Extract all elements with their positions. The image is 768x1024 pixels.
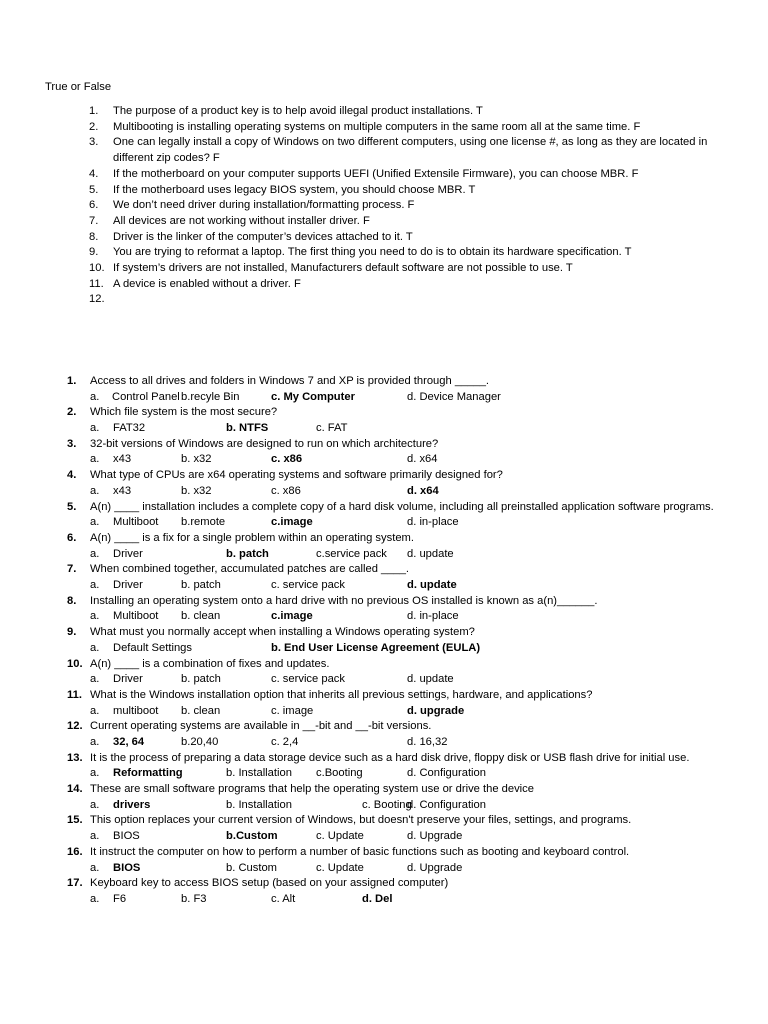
answer-option: d. Configuration bbox=[407, 798, 486, 811]
tf-item-text: A device is enabled without a driver. F bbox=[113, 277, 301, 290]
tf-item-number: 10. bbox=[89, 262, 105, 275]
answer-option: Default Settings bbox=[113, 641, 192, 654]
answer-options bbox=[67, 421, 727, 437]
question-text: Current operating systems are available in __-bit and __-bit versions. bbox=[90, 720, 432, 733]
answer-option: c.image bbox=[271, 610, 313, 623]
answer-options bbox=[67, 641, 727, 657]
answer-option: c. FAT bbox=[316, 422, 348, 435]
answer-option: d. upgrade bbox=[407, 704, 465, 717]
answer-options bbox=[67, 766, 727, 782]
question-number: 9. bbox=[67, 626, 77, 639]
answer-options bbox=[67, 704, 727, 720]
tf-item-number: 5. bbox=[89, 183, 99, 196]
answer-option: Multiboot bbox=[113, 610, 159, 623]
question-text: 32-bit versions of Windows are designed to run on which architecture? bbox=[90, 437, 439, 450]
answer-options bbox=[67, 892, 727, 908]
question-number: 1. bbox=[67, 375, 77, 387]
answer-options bbox=[67, 484, 727, 500]
question-number: 4. bbox=[67, 469, 77, 482]
answer-option: b. F3 bbox=[181, 892, 207, 905]
option-marker: a. bbox=[90, 516, 100, 529]
question-number: 3. bbox=[67, 437, 77, 450]
tf-item bbox=[89, 120, 739, 136]
answer-option: b. patch bbox=[226, 547, 269, 560]
tf-item bbox=[89, 167, 739, 183]
answer-option: x43 bbox=[113, 484, 132, 497]
option-marker: a. bbox=[90, 736, 100, 748]
question bbox=[67, 782, 727, 798]
answer-option: b. x32 bbox=[181, 484, 212, 497]
question-number: 5. bbox=[67, 500, 77, 513]
answer-option: x43 bbox=[113, 453, 132, 466]
option-marker: a. bbox=[90, 892, 100, 905]
tf-item bbox=[89, 261, 739, 277]
tf-item-text: You are trying to reformat a laptop. The first thing you need to do is to obtain its hardware specification. T bbox=[113, 246, 632, 259]
question bbox=[67, 751, 727, 767]
tf-item bbox=[89, 104, 739, 120]
question bbox=[67, 594, 727, 610]
answer-option: c.image bbox=[271, 516, 313, 529]
answer-option: d. in-place bbox=[407, 516, 459, 529]
answer-option: c. service pack bbox=[271, 673, 345, 686]
option-marker: a. bbox=[90, 579, 100, 592]
question-text: A(n) ____ is a fix for a single problem within an operating system. bbox=[90, 531, 414, 544]
answer-options bbox=[67, 609, 727, 625]
multiple-choice-list bbox=[67, 374, 727, 908]
tf-item bbox=[89, 198, 739, 214]
answer-option: b.20,40 bbox=[181, 736, 219, 748]
tf-item-text: If system’s drivers are not installed, Manufacturers default software are not possible to use. T bbox=[113, 262, 573, 275]
question-text: What type of CPUs are x64 operating systems and software primarily designed for? bbox=[90, 469, 503, 482]
question-text: Access to all drives and folders in Windows 7 and XP is provided through _____. bbox=[90, 375, 490, 387]
tf-item-text: We don’t need driver during installation/formatting process. F bbox=[113, 199, 415, 212]
answer-option: d. update bbox=[407, 673, 454, 686]
answer-options bbox=[67, 735, 727, 751]
question-text: What is the Windows installation option that inherits all previous settings, hardware, and applications? bbox=[90, 688, 593, 701]
answer-option: d. update bbox=[407, 547, 454, 560]
question-number: 15. bbox=[67, 814, 83, 827]
question-text: Keyboard key to access BIOS setup (based on your assigned computer) bbox=[90, 877, 449, 890]
tf-item-number: 6. bbox=[89, 199, 99, 212]
answer-option: Reformatting bbox=[113, 767, 183, 780]
answer-option: Control Panel bbox=[112, 390, 180, 403]
answer-option: b. NTFS bbox=[226, 422, 269, 435]
answer-option: d. update bbox=[407, 579, 457, 592]
question-text: A(n) ____ is a combination of fixes and updates. bbox=[90, 657, 330, 670]
option-marker: a. bbox=[90, 673, 100, 686]
question bbox=[67, 625, 727, 641]
tf-item-number: 7. bbox=[89, 214, 99, 227]
tf-item-text: Multibooting is installing operating systems on multiple computers in the same room all at the same time. F bbox=[113, 120, 641, 133]
answer-options bbox=[67, 390, 727, 406]
answer-option: BIOS bbox=[113, 861, 141, 874]
question-number: 14. bbox=[67, 783, 83, 796]
answer-option: c. Update bbox=[316, 830, 364, 843]
answer-option: b. x32 bbox=[181, 453, 212, 466]
tf-item-number: 1. bbox=[89, 105, 99, 117]
answer-option: b. clean bbox=[181, 704, 221, 717]
question bbox=[67, 845, 727, 861]
option-marker: a. bbox=[90, 704, 100, 717]
tf-item-number: 2. bbox=[89, 120, 99, 133]
answer-option: d. 16,32 bbox=[407, 736, 448, 748]
answer-option: F6 bbox=[113, 892, 127, 905]
answer-option: c.Booting bbox=[316, 767, 363, 780]
answer-option: c. service pack bbox=[271, 579, 345, 592]
answer-option: b. clean bbox=[181, 610, 221, 623]
answer-options bbox=[67, 672, 727, 688]
question bbox=[67, 437, 727, 453]
true-false-heading: True or False bbox=[45, 81, 112, 93]
question bbox=[67, 657, 727, 673]
tf-item-text: If the motherboard uses legacy BIOS system, you should choose MBR. T bbox=[113, 183, 476, 196]
answer-option: d. x64 bbox=[407, 484, 439, 497]
question-number: 6. bbox=[67, 531, 77, 544]
option-marker: a. bbox=[90, 390, 100, 403]
option-marker: a. bbox=[90, 547, 100, 560]
answer-option: c. Alt bbox=[271, 892, 296, 905]
question-number: 8. bbox=[67, 594, 77, 607]
question-text: It is the process of preparing a data storage device such as a hard disk drive, floppy disk or USB flash drive for initial use. bbox=[90, 751, 690, 764]
answer-options bbox=[67, 798, 727, 814]
tf-item-text: All devices are not working without installer driver. F bbox=[113, 214, 370, 227]
tf-item bbox=[89, 183, 739, 199]
answer-option: c.service pack bbox=[316, 547, 387, 560]
answer-option: c. x86 bbox=[271, 484, 301, 497]
answer-option: c. Update bbox=[316, 861, 364, 874]
question bbox=[67, 531, 727, 547]
answer-option: b. Installation bbox=[226, 767, 292, 780]
answer-option: b.Custom bbox=[226, 830, 278, 843]
question-number: 13. bbox=[67, 751, 83, 764]
answer-option: b. Installation bbox=[226, 798, 292, 811]
option-marker: a. bbox=[90, 484, 100, 497]
question-text: A(n) ____ installation includes a complete copy of a hard disk volume, including all preinstalled application software programs. bbox=[90, 500, 714, 513]
tf-item bbox=[89, 245, 739, 261]
answer-option: c. image bbox=[271, 704, 314, 717]
answer-option: Multiboot bbox=[113, 516, 159, 529]
answer-option: d. x64 bbox=[407, 453, 438, 466]
question bbox=[67, 374, 727, 390]
question bbox=[67, 562, 727, 578]
answer-option: b.remote bbox=[181, 516, 226, 529]
option-marker: a. bbox=[90, 767, 100, 780]
answer-option: FAT32 bbox=[113, 422, 146, 435]
option-marker: a. bbox=[90, 798, 100, 811]
question-text: Which file system is the most secure? bbox=[90, 406, 278, 419]
question-number: 10. bbox=[67, 657, 83, 670]
answer-options bbox=[67, 515, 727, 531]
question-number: 7. bbox=[67, 563, 77, 576]
tf-item-number: 8. bbox=[89, 230, 99, 243]
question-text: Installing an operating system onto a hard drive with no previous OS installed is known as a(n)______. bbox=[90, 594, 598, 607]
question bbox=[67, 688, 727, 704]
answer-option: BIOS bbox=[113, 830, 140, 843]
question-number: 2. bbox=[67, 406, 77, 419]
answer-option: Driver bbox=[113, 547, 143, 560]
question bbox=[67, 405, 727, 421]
answer-option: drivers bbox=[113, 798, 151, 811]
question bbox=[67, 719, 727, 735]
answer-option: d. Upgrade bbox=[407, 861, 463, 874]
answer-options bbox=[67, 861, 727, 877]
answer-option: 32, 64 bbox=[113, 736, 145, 748]
answer-option: Driver bbox=[113, 673, 143, 686]
answer-option: b. patch bbox=[181, 579, 221, 592]
tf-item-text: Driver is the linker of the computer’s devices attached to it. T bbox=[113, 230, 413, 243]
option-marker: a. bbox=[90, 422, 100, 435]
question-number: 11. bbox=[67, 688, 82, 701]
tf-item-text: If the motherboard on your computer supports UEFI (Unified Extensile Firmware), you can choose MBR. F bbox=[113, 167, 639, 180]
answer-option: c. Booting bbox=[362, 798, 412, 811]
question-text: It instruct the computer on how to perform a number of basic functions such as booting and keyboard control. bbox=[90, 845, 630, 858]
question bbox=[67, 468, 727, 484]
answer-option: b. Custom bbox=[226, 861, 277, 874]
answer-options bbox=[67, 547, 727, 563]
tf-item-text: The purpose of a product key is to help avoid illegal product installations. T bbox=[113, 105, 483, 117]
tf-item-number: 11. bbox=[89, 277, 104, 290]
true-false-list bbox=[89, 104, 739, 306]
option-marker: a. bbox=[90, 861, 100, 874]
answer-options bbox=[67, 578, 727, 594]
answer-option: multiboot bbox=[113, 704, 159, 717]
answer-option: c. My Computer bbox=[271, 390, 355, 403]
answer-option: b. End User License Agreement (EULA) bbox=[271, 641, 481, 654]
option-marker: a. bbox=[90, 453, 100, 466]
question-text: This option replaces your current version of Windows, but doesn't preserve your files, settings, and programs. bbox=[90, 814, 632, 827]
option-marker: a. bbox=[90, 641, 100, 654]
answer-option: d. Device Manager bbox=[407, 390, 501, 403]
answer-option: b.recyle Bin bbox=[181, 390, 240, 403]
tf-item bbox=[89, 230, 739, 246]
question-text: When combined together, accumulated patches are called ____. bbox=[90, 563, 410, 576]
answer-option: Driver bbox=[113, 579, 143, 592]
answer-option: b. patch bbox=[181, 673, 221, 686]
answer-option: c. 2,4 bbox=[271, 736, 299, 748]
tf-item bbox=[89, 135, 739, 166]
question-number: 16. bbox=[67, 845, 83, 858]
question bbox=[67, 500, 727, 516]
tf-item-number: 12. bbox=[89, 293, 105, 306]
question bbox=[67, 813, 727, 829]
option-marker: a. bbox=[90, 610, 100, 623]
question-text: These are small software programs that help the operating system use or drive the device bbox=[90, 783, 534, 796]
question-number: 17. bbox=[67, 877, 83, 890]
answer-option: d. Del bbox=[362, 892, 393, 905]
answer-option: d. Configuration bbox=[407, 767, 486, 780]
tf-item-number: 4. bbox=[89, 167, 99, 180]
tf-item-text: One can legally install a copy of Windows on two different computers, using one license #, as long as they are located in different zip codes? F bbox=[113, 136, 708, 165]
answer-options bbox=[67, 452, 727, 468]
question-number: 12. bbox=[67, 720, 83, 733]
tf-item bbox=[89, 277, 739, 293]
tf-item-number: 3. bbox=[89, 136, 99, 149]
answer-option: c. x86 bbox=[271, 453, 303, 466]
tf-item bbox=[89, 214, 739, 230]
question-text: What must you normally accept when installing a Windows operating system? bbox=[90, 626, 475, 639]
tf-item-number: 9. bbox=[89, 246, 99, 259]
answer-options bbox=[67, 829, 727, 845]
answer-option: d. Upgrade bbox=[407, 830, 463, 843]
answer-option: d. in-place bbox=[407, 610, 459, 623]
option-marker: a. bbox=[90, 830, 100, 843]
question bbox=[67, 876, 727, 892]
